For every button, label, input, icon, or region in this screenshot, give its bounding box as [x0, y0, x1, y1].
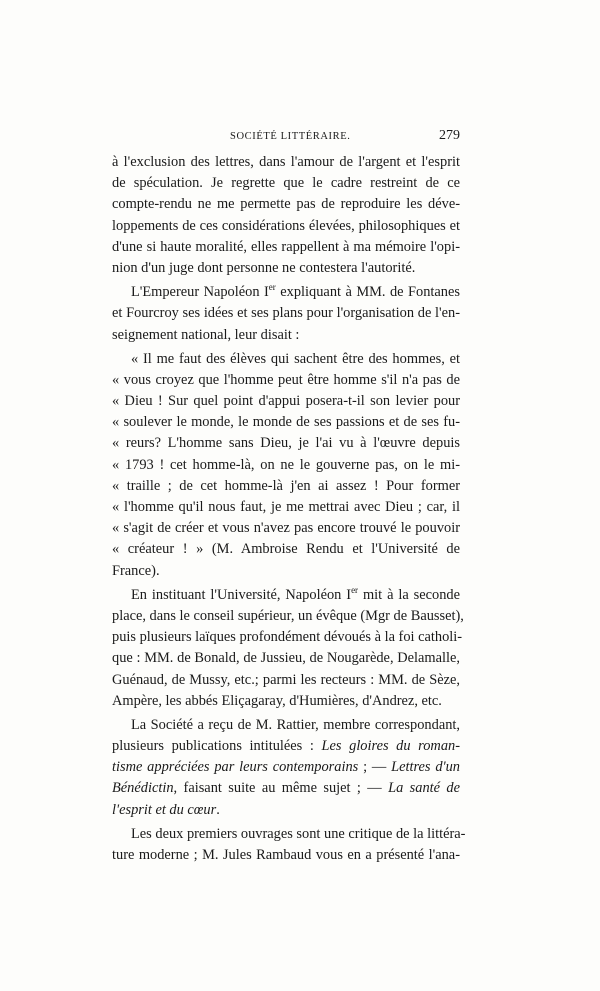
text-run: ; — [358, 759, 392, 776]
text-line: loppements de ces considérations élevées, philosophiques et [112, 217, 460, 234]
text-line: compte-rendu ne me permette pas de reproduire les déve- [112, 196, 460, 213]
text-run: L'Empereur Napoléon I [131, 284, 269, 301]
text-line: « créateur ! » (M. Ambroise Rendu et l'Université de [112, 541, 460, 558]
text-line: Guénaud, de Mussy, etc.; parmi les recteurs : MM. de Sèze, [112, 671, 460, 688]
text-line: Ampère, les abbés Eliçagaray, d'Humières, d'Andrez, etc. [112, 692, 442, 709]
work-title: Lettres d'un [391, 759, 461, 776]
text-run: mit à la seconde [358, 586, 460, 603]
text-line: « traille ; de cet homme-là j'en ai assez ! Pour former [112, 477, 460, 494]
paragraph-4 [112, 584, 464, 712]
text-line: nion d'un juge dont personne ne contestera l'autorité. [112, 259, 416, 276]
running-title: SOCIÉTÉ LITTÉRAIRE. [230, 131, 351, 142]
text-line: seignement national, leur disait : [112, 326, 300, 343]
text-line: Les deux premiers ouvrages sont une critique de la littéra- [131, 825, 466, 842]
text-line: « soulever le monde, le monde de ses passions et de ses fu- [112, 414, 460, 431]
paragraph-6 [112, 824, 466, 866]
paragraph-1 [112, 152, 460, 279]
paragraph-5 [112, 715, 460, 821]
text-line: « s'agit de créer et vous n'avez pas encore trouvé le pouvoir [112, 520, 460, 537]
text-line [112, 282, 460, 303]
text-line: à l'exclusion des lettres, dans l'amour de l'argent et l'esprit [112, 154, 460, 170]
text-line [112, 736, 460, 757]
text-line [112, 757, 460, 778]
page-number: 279 [439, 128, 460, 143]
paragraph-quotation [112, 349, 460, 582]
text-run: En instituant l'Université, Napoléon I [131, 586, 352, 603]
work-title: Les gloires du roman- [321, 738, 461, 755]
text-line: de spéculation. Je regrette que le cadre restreint de ce [112, 175, 460, 192]
work-title: Bénédictin [112, 780, 174, 797]
text-run: . [216, 801, 220, 818]
text-line: La Société a reçu de M. Rattier, membre correspondant, [131, 716, 460, 733]
text-line: France). [112, 562, 160, 579]
text-line: « vous croyez que l'homme peut être homme s'il n'a pas de [112, 371, 460, 388]
text-line: « 1793 ! cet homme-là, on ne le gouverne pas, on le mi- [112, 456, 460, 473]
work-title: l'esprit et du cœur [112, 801, 217, 818]
text-run: expliquant à MM. de Fontanes [275, 284, 460, 301]
text-line: « reurs? L'homme sans Dieu, je l'ai vu à l'œuvre depuis [112, 435, 460, 452]
text-line [112, 800, 460, 821]
text-line [112, 585, 460, 606]
superscript: er [268, 282, 276, 293]
text-run: , faisant suite au même sujet ; — [173, 780, 389, 797]
paragraph-2 [112, 282, 460, 346]
text-line [112, 778, 460, 799]
text-line: place, dans le conseil supérieur, un évêque (Mgr de Bausset), [112, 607, 464, 624]
text-line: que : MM. de Bonald, de Jussieu, de Nougarède, Delamalle, [112, 650, 460, 667]
superscript: er [351, 584, 359, 595]
running-head [112, 128, 460, 150]
text-line: ture moderne ; M. Jules Rambaud vous en a présenté l'ana- [112, 847, 460, 863]
text-line: puis plusieurs laïques profondément dévoués à la foi catholi- [112, 629, 463, 646]
text-line: « Il me faut des élèves qui sachent être des hommes, et [131, 350, 460, 367]
body-text [112, 152, 466, 866]
text-run: plusieurs publications intitulées : [112, 738, 322, 755]
text-line: d'une si haute moralité, elles rappellent à ma mémoire l'opi- [112, 238, 460, 255]
text-line: et Fourcroy ses idées et ses plans pour l'organisation de l'en- [112, 305, 460, 322]
work-title: La santé de [388, 780, 461, 797]
text-line: « l'homme qu'il nous faut, je me mettrai avec Dieu ; car, il [112, 499, 460, 515]
text-line: « Dieu ! Sur quel point d'appui posera-t-il son levier pour [112, 393, 460, 410]
work-title: tisme appréciées par leurs contemporains [112, 759, 359, 776]
